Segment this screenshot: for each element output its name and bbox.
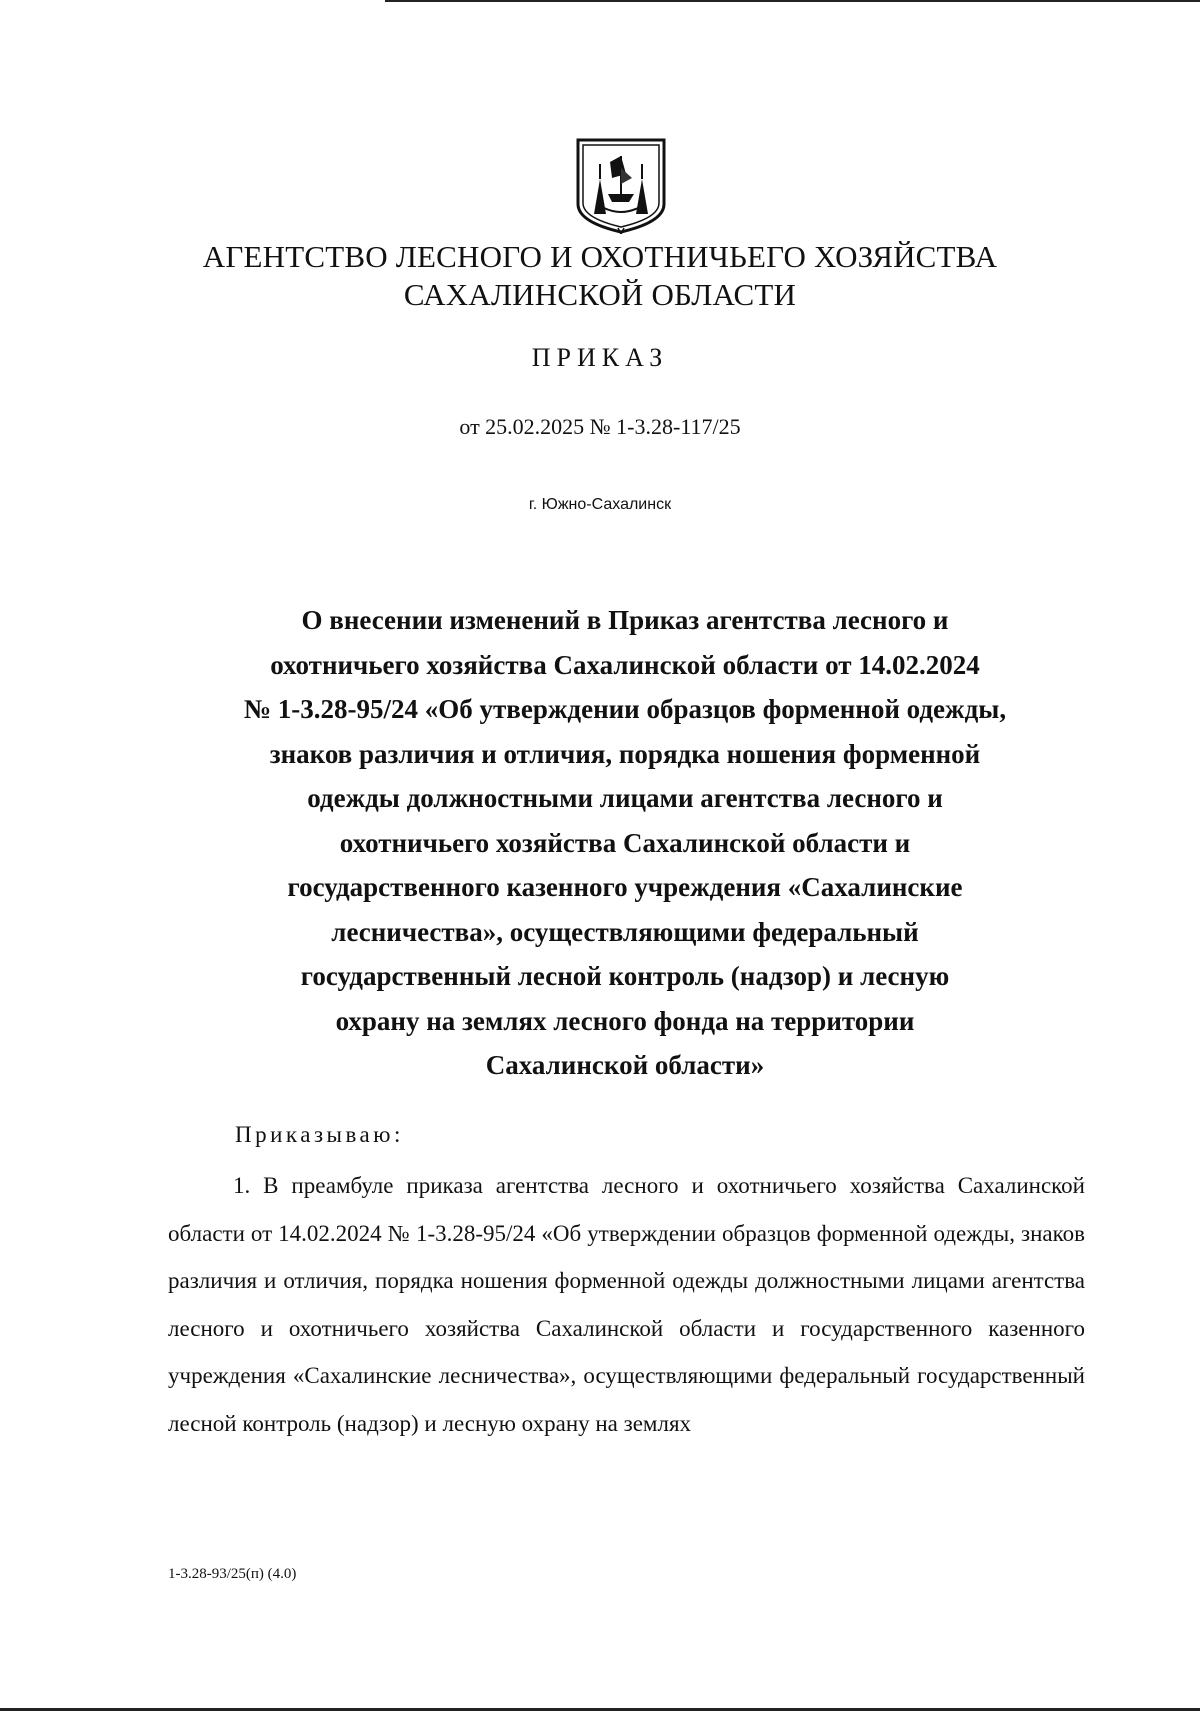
paragraph-1: 1. В преамбуле приказа агентства лесного и охотничьего хозяйства Сахалинской области от 14.02.2024 № 1-3.28-95/24 «Об утверждении образцов форменной одежды, знаков различия и отличия, порядка ношения форменной одежды должностными лицами агентства лесного и охотничьего хозяйства Сахалинской области и государственного казенного учреждения «Сахалинские лесничества», осуществляющими федеральный государственный лесной контроль (надзор) и лесную охрану на землях (168, 1173, 1085, 1436)
document-city: г. Южно-Сахалинск (528, 496, 672, 513)
title-line: государственного казенного учреждения «Сахалинские (287, 872, 963, 902)
scan-edge-top (385, 0, 1200, 2)
title-line: охрану на землях лесного фонда на территории (335, 1005, 915, 1036)
title-line: одежды должностными лицами агентства лесного и (307, 783, 943, 813)
scan-edge-bottom (0, 1708, 1200, 1711)
document-number: от 25.02.2025 № 1-3.28-117/25 (459, 414, 741, 439)
document-title (170, 598, 1080, 1088)
coat-of-arms-icon (574, 134, 668, 234)
title-line: лесничества», осуществляющими федеральный (331, 916, 919, 947)
title-line: государственный лесной контроль (надзор) и лесную (300, 961, 950, 991)
document-type: ПРИКАЗ (531, 343, 669, 372)
title-line: № 1-3.28-95/24 «Об утверждении образцов форменной одежды, (243, 694, 1007, 724)
agency-name (0, 238, 1200, 314)
title-line: знаков различия и отличия, порядка ношения форменной (269, 738, 981, 769)
title-line: О внесении изменений в Приказ агентства лесного и (301, 605, 949, 635)
orders-label: Приказываю: (235, 1122, 404, 1147)
title-line: охотничьего хозяйства Сахалинской области от 14.02.2024 (270, 649, 980, 680)
agency-name-line2: САХАЛИНСКОЙ ОБЛАСТИ (403, 277, 797, 312)
footer-document-code: 1-3.28-93/25(п) (4.0) (168, 1566, 297, 1582)
title-line: Сахалинской области» (485, 1050, 765, 1080)
agency-name-line1: АГЕНТСТВО ЛЕСНОГО И ОХОТНИЧЬЕГО ХОЗЯЙСТВА (202, 239, 998, 274)
title-line: охотничьего хозяйства Сахалинской области и (339, 827, 911, 858)
